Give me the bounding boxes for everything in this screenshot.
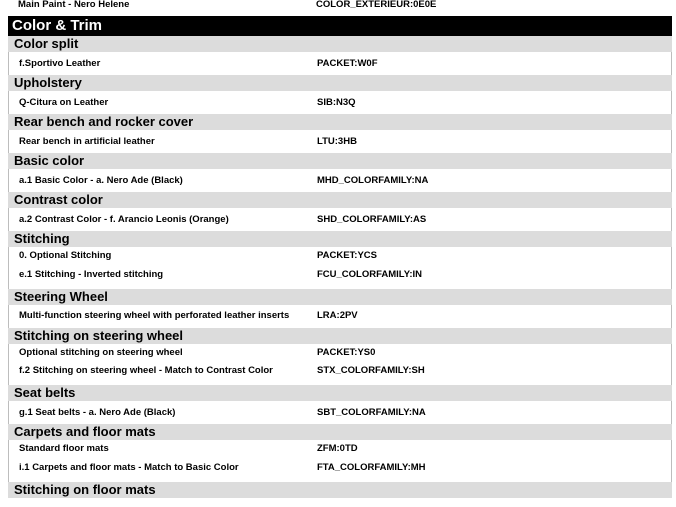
option-row [8, 169, 672, 192]
item-description: e.1 Stitching - Inverted stitching [19, 268, 164, 280]
option-row [8, 130, 672, 153]
option-row [8, 459, 672, 482]
option-row [8, 266, 672, 289]
item-description: Standard floor mats [19, 443, 109, 454]
item-description: Q-Citura on Leather [19, 96, 109, 108]
group-header: Stitching on steering wheel [8, 328, 672, 344]
item-description: Main Paint - Nero Helene [18, 0, 130, 10]
item-code: PACKET:YS0 [317, 346, 376, 358]
option-row [8, 52, 672, 75]
item-code: SIB:N3Q [317, 96, 356, 108]
option-row [8, 440, 672, 459]
group-header: Color split [8, 36, 672, 52]
option-row [8, 247, 672, 266]
item-description: a.2 Contrast Color - f. Arancio Leonis (Orange) [19, 213, 229, 225]
item-code: STX_COLORFAMILY:SH [317, 365, 425, 376]
item-description: f.Sportivo Leather [19, 57, 101, 69]
item-code: PACKET:W0F [317, 57, 378, 69]
group-header: Rear bench and rocker cover [8, 114, 672, 130]
group-header: Seat belts [8, 385, 672, 401]
group-header: Basic color [8, 153, 672, 169]
item-description: f.2 Stitching on steering wheel - Match to Contrast Color [19, 365, 273, 376]
section-header: Color & Trim [8, 16, 672, 36]
main-paint-row [0, 0, 676, 14]
item-code: ZFM:0TD [317, 443, 358, 454]
item-code: SHD_COLORFAMILY:AS [317, 213, 427, 225]
item-description: Rear bench in artificial leather [19, 135, 155, 147]
item-code: MHD_COLORFAMILY:NA [317, 174, 429, 186]
item-code: FTA_COLORFAMILY:MH [317, 461, 426, 473]
item-code: SBT_COLORFAMILY:NA [317, 406, 426, 418]
group-header: Upholstery [8, 75, 672, 91]
item-description: a.1 Basic Color - a. Nero Ade (Black) [19, 174, 183, 186]
option-row [8, 208, 672, 231]
group-header: Contrast color [8, 192, 672, 208]
item-description: i.1 Carpets and floor mats - Match to Basic Color [19, 461, 239, 473]
item-code: FCU_COLORFAMILY:IN [317, 268, 423, 280]
item-code: LTU:3HB [317, 135, 357, 147]
item-code: COLOR_EXTERIEUR:0E0E [316, 0, 437, 10]
item-description: g.1 Seat belts - a. Nero Ade (Black) [19, 406, 176, 418]
option-row [8, 362, 672, 385]
group-header: Stitching [8, 231, 672, 247]
option-row [8, 91, 672, 114]
option-row [8, 401, 672, 424]
item-description: Multi-function steering wheel with perforated leather inserts [19, 310, 290, 321]
item-description: 0. Optional Stitching [19, 250, 112, 261]
group-header: Stitching on floor mats [8, 482, 672, 498]
group-header: Carpets and floor mats [8, 424, 672, 440]
option-row [8, 305, 672, 328]
option-row [8, 344, 672, 363]
group-header: Steering Wheel [8, 289, 672, 305]
item-code: LRA:2PV [317, 310, 358, 321]
item-description: Optional stitching on steering wheel [19, 346, 183, 358]
item-code: PACKET:YCS [317, 250, 377, 261]
